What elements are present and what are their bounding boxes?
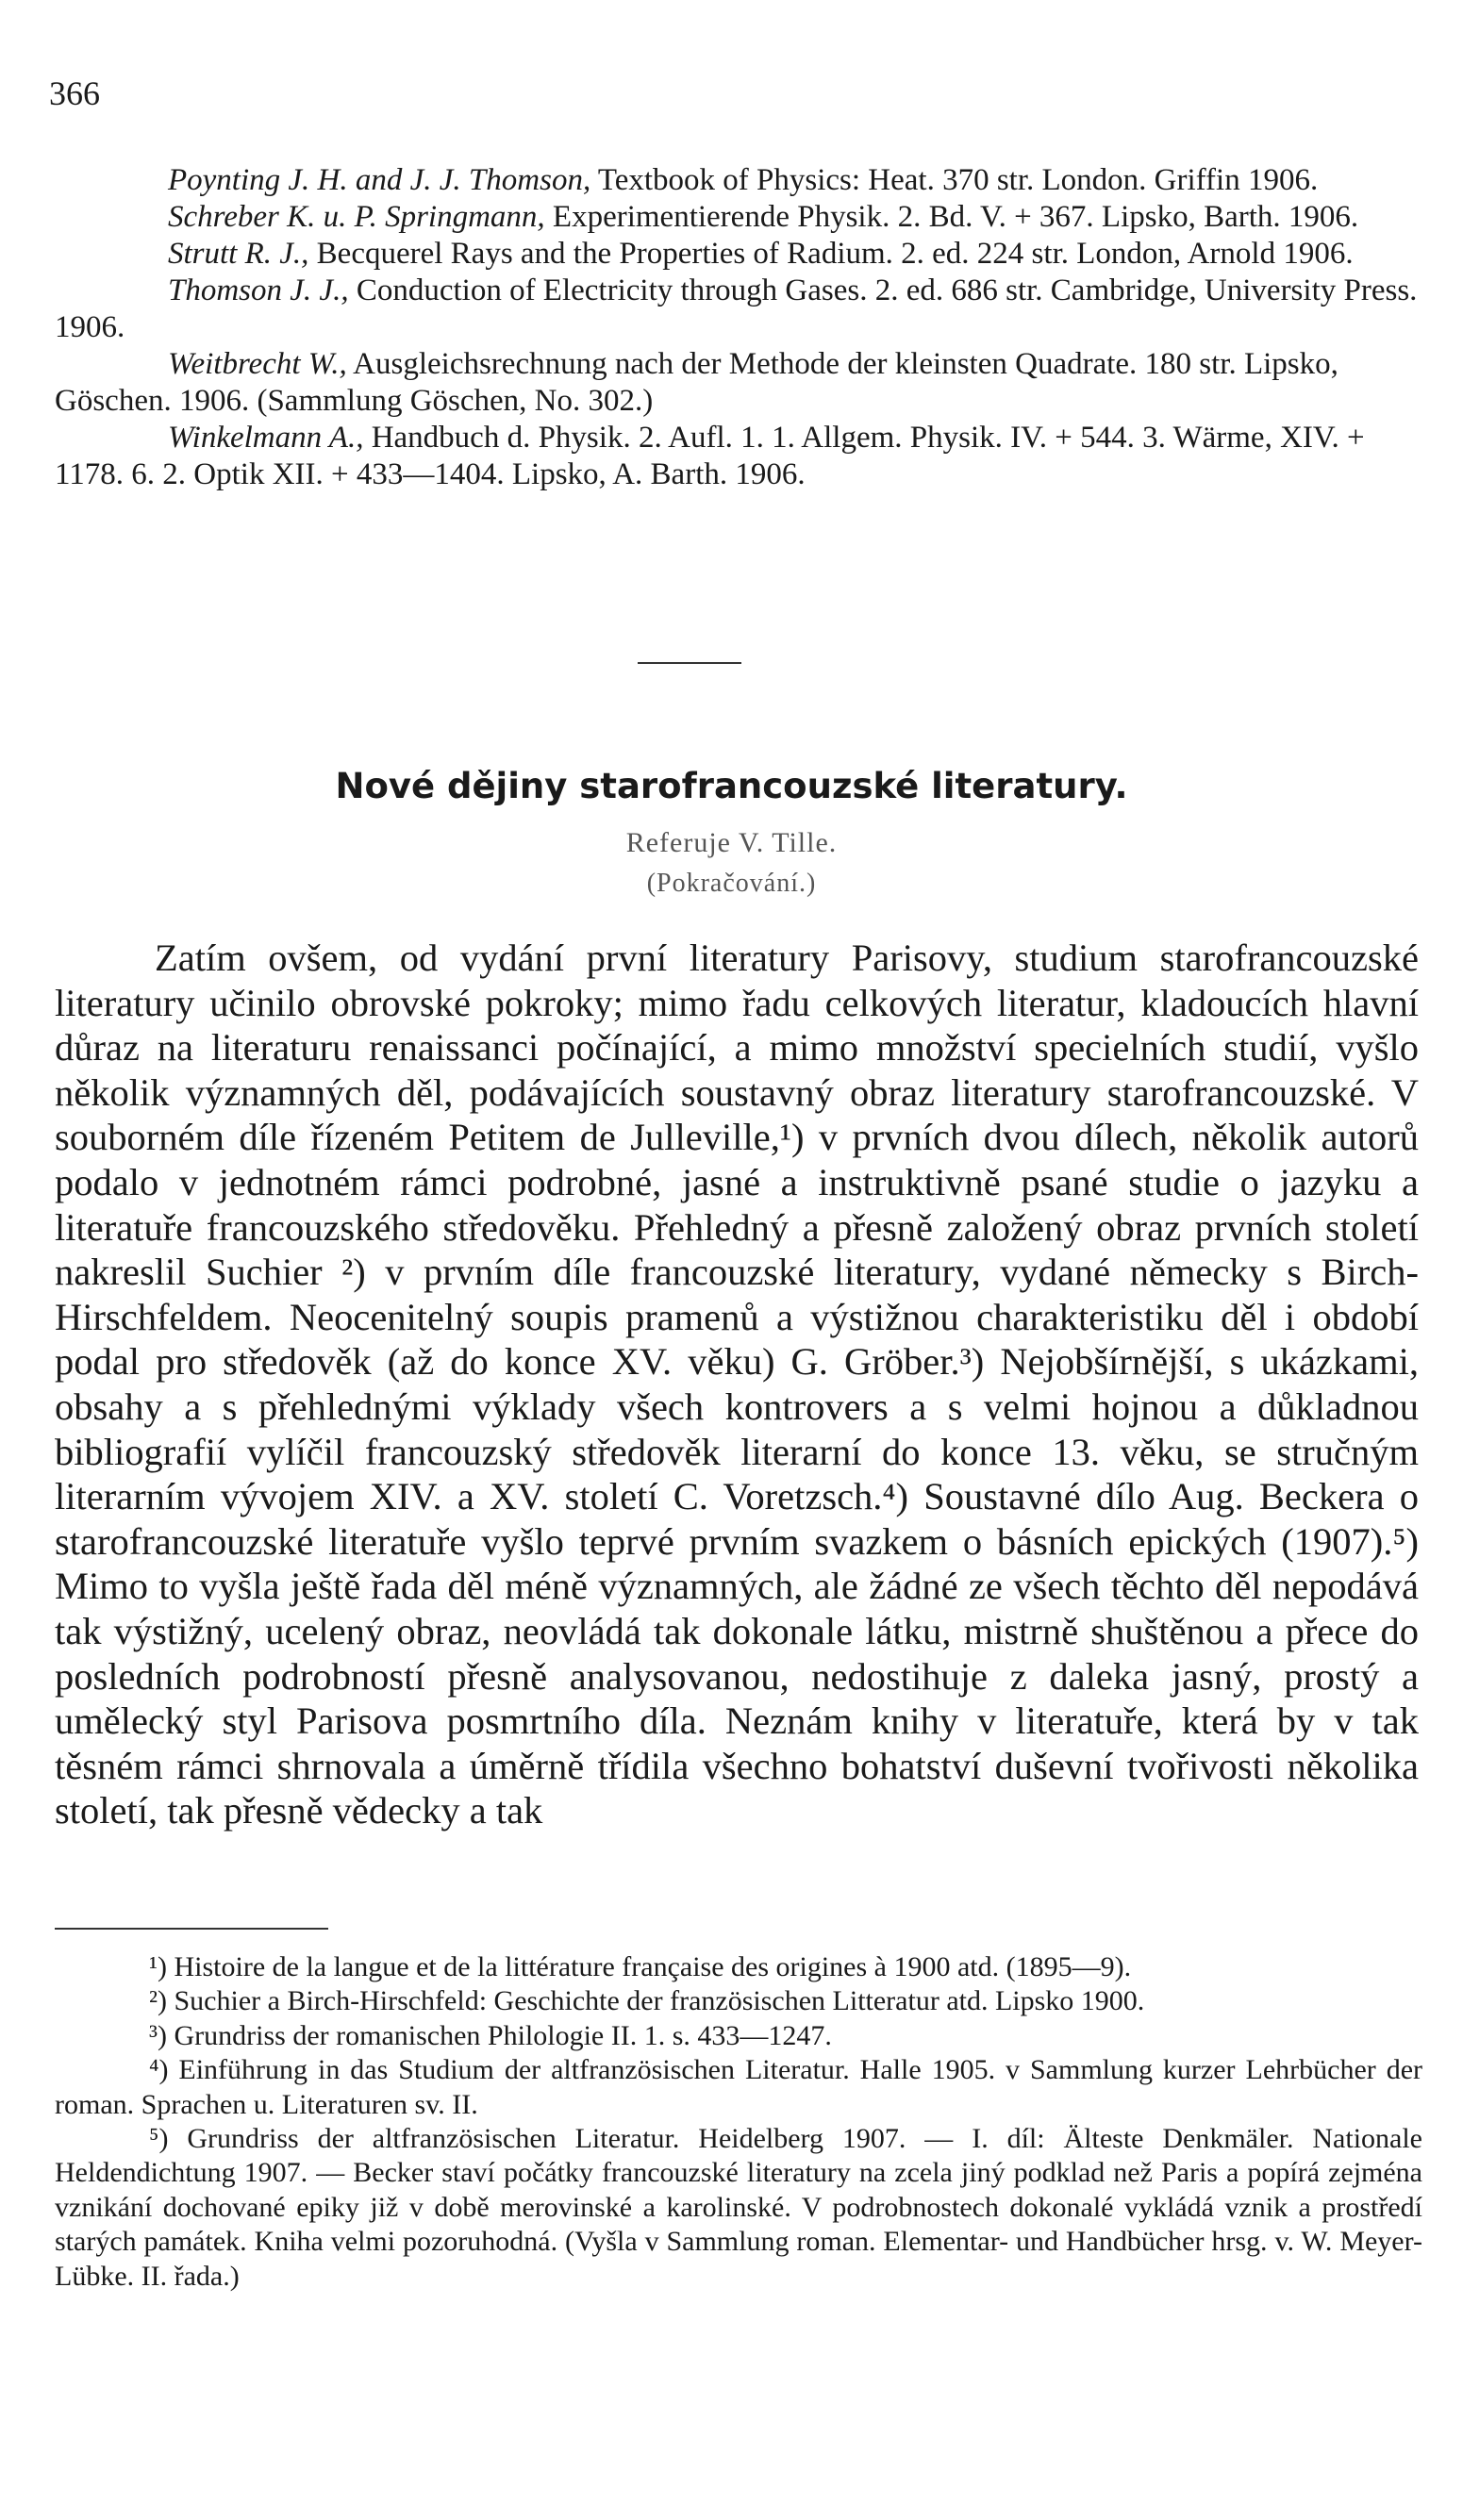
bibliography-list <box>55 162 1422 493</box>
footnote: ⁵) Grundriss der altfranzösischen Literatur. Heidelberg 1907. — I. díl: Älteste Denkmäler. Nationale Heldendichtung 1907. — Becker staví počátky francouzské literatury na zcela jiný podklad než Paris a popírá zejména vznikání dochované epiky již v době merovinské a karolinské. V podrobnostech dokonalé vykládá vznik a prostředí starých památek. Kniha velmi pozoruhodná. (Vyšla v Sammlung roman. Elementar- und Handbücher hrsg. v. W. Meyer-Lübke. II. řada.) <box>55 2123 1422 2292</box>
bibliography-entry <box>55 236 1422 273</box>
entry-author: Thomson J. J., <box>168 274 349 307</box>
entry-author: Strutt R. J., <box>168 237 309 271</box>
entry-text: Ausgleichsrechnung nach der Methode der kleinsten Quadrate. 180 str. Lipsko, Göschen. 1906. (Sammlung Göschen, No. 302.) <box>55 347 1338 418</box>
page-number: 366 <box>49 75 100 112</box>
footnote: ²) Suchier a Birch-Hirschfeld: Geschichte der französischen Litteratur atd. Lipsko 1900. <box>149 1985 1145 2017</box>
entry-author: Schreber K. u. P. Springmann, <box>168 200 545 234</box>
footnotes <box>55 1950 1422 2294</box>
bibliography-entry <box>55 420 1422 493</box>
article-byline: Referuje V. Tille. <box>625 827 838 858</box>
entry-text: Becquerel Rays and the Properties of Radium. 2. ed. 224 str. London, Arnold 1906. <box>308 237 1354 271</box>
bibliography-entry <box>55 346 1422 420</box>
footnote-rule <box>55 1928 328 1930</box>
entry-text: Handbuch d. Physik. 2. Aufl. 1. 1. Allgem. Physik. IV. + 544. 3. Wärme, XIV. + 1178. 6. 2. Optik XII. + 433—1404. Lipsko, A. Barth. 1906. <box>55 421 1365 491</box>
article-body: Zatím ovšem, od vydání první literatury Parisovy, studium starofrancouzské literatury učinilo obrovské pokroky; mimo řadu celkových literatur, kladoucích hlavní důraz na literaturu renaissanci počínající, a mimo množství specielních studií, vyšlo několik významných děl, podávajících soustavný obraz literatury starofrancouzské. V souborném díle řízeném Petitem de Julleville,¹) v prvních dvou dílech, několik autorů podalo v jednotném rámci podrobné, jasné a instruktivně psané studie o jazyku a literatuře francouzského středověku. Přehledný a přesně založený obraz prvních století nakreslil Suchier ²) v prvním díle francouzské literatury, vydané německy s Birch-Hirschfeldem. Neocenitelný soupis pramenů a výstižnou charakteristiku děl i období podal pro středověk (až do konce XV. věku) G. Gröber.³) Nejobšírnější, s ukázkami, obsahy a s přehlednými výklady všech kontrovers a s velmi hojnou a důkladnou bibliografií vylíčil francouzský středověk literarní do konce 13. věku, se stručným literarním vývojem XIV. a XV. století C. Voretzsch.⁴) Soustavné dílo Aug. Beckera o starofrancouzské literatuře vyšlo teprvé prvním svazkem o básních epických (1907).⁵) Mimo to vyšla ještě řada děl méně významných, ale žádné ze všech těchto děl nepodává tak výstižný, ucelený obraz, neovládá tak dokonale látku, mistrně shuštěnou a přece do posledních podrobností přesně analysovanou, nedostihuje z daleka jasný, prostý a umělecký styl Parisova posmrtního díla. Neznám knihy v literatuře, která by v tak těsném rámci shrnovala a úměrně třídila všechno bohatství duševní tvořivosti několika století, tak přesně vědecky a tak <box>55 937 1419 1832</box>
bibliography-entry <box>55 162 1422 199</box>
footnote: ⁴) Einführung in das Studium der altfranzösischen Literatur. Halle 1905. v Sammlung kurzer Lehrbücher der roman. Sprachen u. Literaturen sv. II. <box>55 2054 1422 2120</box>
continuation-note: (Pokračování.) <box>646 869 817 898</box>
entry-text: Conduction of Electricity through Gases. 2. ed. 686 str. Cambridge, University Press. 1906. <box>55 274 1418 344</box>
entry-text: Experimentierende Physik. 2. Bd. V. + 367. Lipsko, Barth. 1906. <box>544 200 1359 234</box>
entry-author: Weitbrecht W., <box>168 347 347 381</box>
entry-author: Winkelmann A., <box>168 421 364 455</box>
entry-text: Textbook of Physics: Heat. 370 str. London. Griffin 1906. <box>590 163 1319 197</box>
section-divider <box>638 662 741 664</box>
article-title: Nové dějiny starofrancouzské literatury. <box>335 766 1128 806</box>
entry-author: Poynting J. H. and J. J. Thomson, <box>168 163 591 197</box>
bibliography-entry <box>55 199 1422 236</box>
footnote: ¹) Histoire de la langue et de la littérature française des origines à 1900 atd. (1895—9). <box>149 1951 1132 1982</box>
bibliography-entry <box>55 273 1422 346</box>
footnote: ³) Grundriss der romanischen Philologie II. 1. s. 433—1247. <box>149 2019 832 2051</box>
